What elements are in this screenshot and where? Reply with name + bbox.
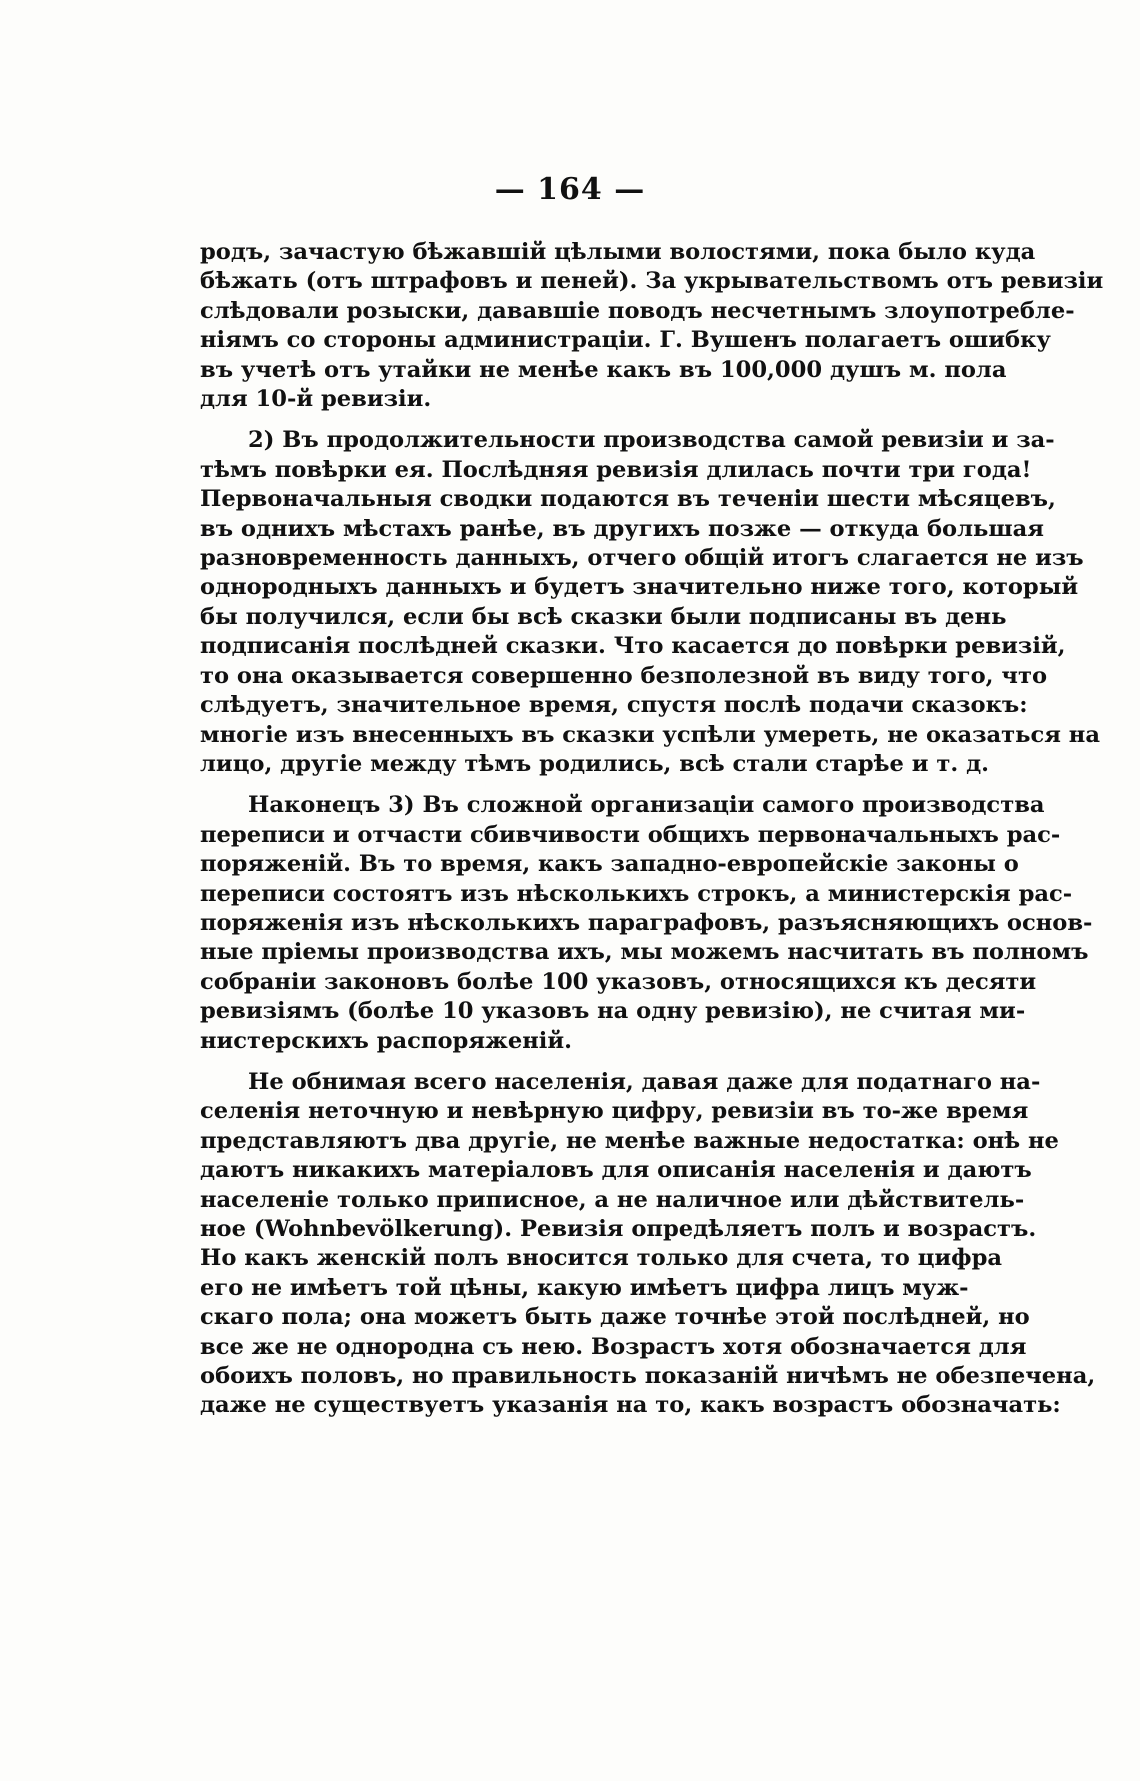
text-line: родъ, зачастую бѣжавшій цѣлыми волостями, пока было куда bbox=[200, 239, 1036, 265]
text-line: собраніи законовъ болѣе 100 указовъ, относящихся къ десяти bbox=[200, 968, 1037, 995]
text-line: бы получился, если бы всѣ сказки были подписаны въ день bbox=[200, 603, 1007, 630]
text-line: многіе изъ внесенныхъ въ сказки успѣли умереть, не оказаться на bbox=[200, 721, 1100, 748]
text-line: для 10-й ревизіи. bbox=[200, 386, 432, 413]
text-line: ные пріемы производства ихъ, мы можемъ насчитать въ полномъ bbox=[200, 939, 1089, 966]
text-line: поряженія изъ нѣсколькихъ параграфовъ, разъясняющихъ основ- bbox=[200, 909, 1093, 936]
text-line: ревизіямъ (болѣе 10 указовъ на одну ревизію), не считая ми- bbox=[200, 998, 1026, 1025]
text-line: то она оказывается совершенно безполезной въ виду того, что bbox=[200, 662, 1048, 689]
text-line: лицо, другіе между тѣмъ родились, всѣ стали старѣе и т. д. bbox=[200, 750, 990, 777]
paragraph-3 bbox=[200, 791, 1093, 1056]
text-line: поряженій. Въ то время, какъ западно-европейскіе законы о bbox=[200, 851, 1019, 878]
page-number: — 164 — bbox=[494, 172, 646, 207]
text-line: ніямъ со стороны администраціи. Г. Вушенъ полагаетъ ошибку bbox=[200, 327, 1051, 354]
body-text bbox=[200, 238, 1104, 1421]
text-line: обоихъ половъ, но правильность показаній ничѣмъ не обезпечена, bbox=[200, 1363, 1096, 1390]
paragraph-1 bbox=[200, 238, 1104, 414]
text-line: разновременность данныхъ, отчего общій итогъ слагается не изъ bbox=[200, 545, 1084, 572]
text-line: нистерскихъ распоряженій. bbox=[200, 1027, 572, 1054]
text-line: однородныхъ данныхъ и будетъ значительно ниже того, который bbox=[200, 574, 1079, 601]
text-line: Не обнимая всего населенія, давая даже для податнаго на- bbox=[248, 1068, 1041, 1095]
text-line: переписи состоятъ изъ нѣсколькихъ строкъ, а министерскія рас- bbox=[200, 880, 1073, 907]
text-line: селенія неточную и невѣрную цифру, ревизіи въ то-же время bbox=[200, 1098, 1029, 1125]
text-line: его не имѣетъ той цѣны, какую имѣетъ цифра лицъ муж- bbox=[200, 1274, 969, 1301]
text-line: представляютъ два другіе, не менѣе важные недостатка: онѣ не bbox=[200, 1127, 1059, 1154]
text-line: населеніе только приписное, а не наличное или дѣйствитель- bbox=[200, 1186, 1025, 1213]
text-line: тѣмъ повѣрки ея. Послѣдняя ревизія длилась почти три года! bbox=[200, 456, 1032, 483]
text-line: Наконецъ 3) Въ сложной организаціи самого производства bbox=[248, 792, 1045, 819]
text-line: переписи и отчасти сбивчивости общихъ первоначальныхъ рас- bbox=[200, 821, 1061, 848]
text-line: Первоначальныя сводки подаются въ теченіи шести мѣсяцевъ, bbox=[200, 486, 1056, 513]
text-line: слѣдуетъ, значительное время, спустя послѣ подачи сказокъ: bbox=[200, 692, 1028, 719]
text-line: слѣдовали розыски, дававшіе поводъ несчетнымъ злоупотребле- bbox=[200, 297, 1075, 324]
text-line: въ учетѣ отъ утайки не менѣе какъ въ 100,000 душъ м. пола bbox=[200, 356, 1007, 383]
text-line: 2) Въ продолжительности производства самой ревизіи и за- bbox=[248, 427, 1055, 454]
text-line: Но какъ женскій полъ вносится только для счета, то цифра bbox=[200, 1245, 1003, 1272]
text-line: ное (Wohnbevölkerung). Ревизія опредѣляетъ полъ и возрастъ. bbox=[200, 1216, 1037, 1242]
paragraph-2 bbox=[200, 426, 1100, 779]
text-line: даютъ никакихъ матеріаловъ для описанія населенія и даютъ bbox=[200, 1157, 1032, 1184]
text-line: бѣжать (отъ штрафовъ и пеней). За укрывательствомъ отъ ревизіи bbox=[200, 268, 1104, 295]
paragraph-4 bbox=[200, 1068, 1096, 1421]
text-line: въ однихъ мѣстахъ ранѣе, въ другихъ позже — откуда большая bbox=[200, 515, 1044, 542]
text-line: даже не существуетъ указанія на то, какъ возрастъ обозначать: bbox=[200, 1392, 1061, 1419]
text-line: подписанія послѣдней сказки. Что касается до повѣрки ревизій, bbox=[200, 633, 1066, 660]
text-line: все же не однородна съ нею. Возрастъ хотя обозначается для bbox=[200, 1333, 1027, 1360]
text-line: скаго пола; она можетъ быть даже точнѣе этой послѣдней, но bbox=[200, 1304, 1030, 1331]
